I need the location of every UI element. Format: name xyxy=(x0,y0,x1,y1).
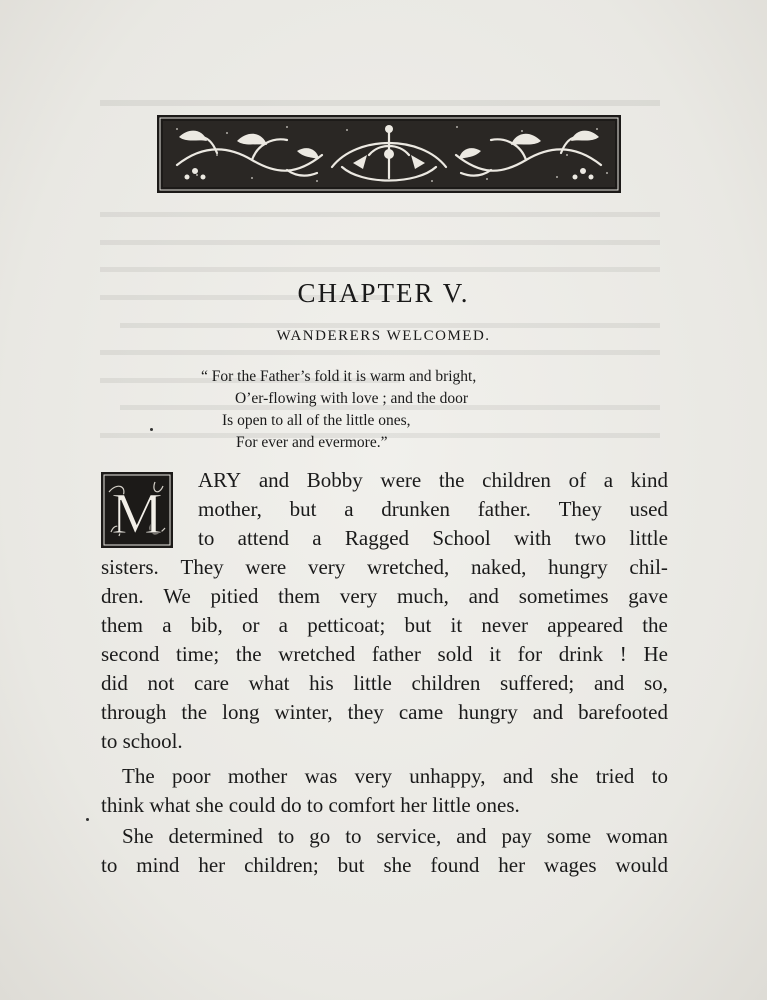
text-line xyxy=(198,524,668,553)
word: petticoat; xyxy=(307,613,386,637)
word: and xyxy=(532,700,564,724)
word: wages xyxy=(544,853,597,877)
word: attend xyxy=(237,526,289,550)
text-line xyxy=(101,698,668,727)
word: two xyxy=(574,526,607,550)
epigraph-line: O’er-flowing with love ; and the door xyxy=(235,390,468,407)
word: never xyxy=(481,613,529,637)
text-line xyxy=(101,553,668,582)
text-line-content: think what she could do to comfort her little ones. xyxy=(101,793,520,817)
word: used xyxy=(629,497,668,521)
word: father. xyxy=(477,497,531,521)
text-line xyxy=(122,762,668,791)
word: pay xyxy=(501,824,532,848)
word: mind xyxy=(136,853,180,877)
word: winter, xyxy=(274,700,333,724)
word: his xyxy=(309,671,334,695)
word: to xyxy=(198,526,215,550)
word: and xyxy=(456,824,487,848)
word: the xyxy=(438,468,465,492)
word: They xyxy=(180,555,224,579)
word: He xyxy=(643,642,668,666)
word: a xyxy=(278,613,288,637)
drop-cap xyxy=(101,472,173,548)
word: but xyxy=(289,497,317,521)
word: it xyxy=(450,613,463,637)
word: did xyxy=(101,671,128,695)
word: poor xyxy=(171,764,211,788)
text-line xyxy=(198,495,668,524)
word: to xyxy=(277,824,295,848)
word: drunken xyxy=(381,497,451,521)
word: she xyxy=(383,853,412,877)
word: time; xyxy=(176,642,220,666)
word: was xyxy=(304,764,338,788)
word: a xyxy=(312,526,322,550)
word: wretched xyxy=(278,642,356,666)
word: little xyxy=(629,526,668,550)
word: second xyxy=(101,642,160,666)
word: sold xyxy=(437,642,473,666)
word: dren. xyxy=(101,584,144,608)
word: much, xyxy=(396,584,449,608)
word: sisters. xyxy=(101,555,159,579)
word: hungry xyxy=(458,700,518,724)
word: and xyxy=(502,764,534,788)
headpiece-ornament xyxy=(157,115,621,193)
word: children; xyxy=(244,853,319,877)
word: very xyxy=(307,555,346,579)
word: bib, xyxy=(190,613,223,637)
word: children xyxy=(482,468,551,492)
word: her xyxy=(198,853,226,877)
word: to xyxy=(101,853,118,877)
word: determined xyxy=(168,824,263,848)
word: some xyxy=(546,824,592,848)
word: The xyxy=(122,764,155,788)
word: the xyxy=(181,700,208,724)
word: to xyxy=(651,764,668,788)
word: would xyxy=(615,853,668,877)
word: were xyxy=(245,555,287,579)
word: Ragged xyxy=(344,526,410,550)
word: mother xyxy=(227,764,288,788)
word: what xyxy=(248,671,290,695)
word: so, xyxy=(643,671,668,695)
word: with xyxy=(513,526,552,550)
word: ARY xyxy=(198,468,242,492)
word: the xyxy=(235,642,262,666)
word: but xyxy=(337,853,365,877)
word: through xyxy=(101,700,167,724)
word: or xyxy=(241,613,260,637)
word: suffered; xyxy=(500,671,575,695)
word: unhappy, xyxy=(409,764,486,788)
word: hungry xyxy=(548,555,608,579)
word: go xyxy=(309,824,331,848)
word: were xyxy=(380,468,422,492)
chapter-subtitle: WANDERERS WELCOMED. xyxy=(276,328,491,344)
word: very xyxy=(339,584,378,608)
word: long xyxy=(222,700,260,724)
text-line xyxy=(198,466,668,495)
word: little xyxy=(353,671,392,695)
text-line xyxy=(101,582,668,611)
word: a xyxy=(344,497,354,521)
word: very xyxy=(354,764,392,788)
word: They xyxy=(558,497,602,521)
word: woman xyxy=(606,824,668,848)
word: We xyxy=(163,584,191,608)
text-line xyxy=(101,727,183,756)
word: naked, xyxy=(471,555,527,579)
word: the xyxy=(642,613,668,637)
word: sometimes xyxy=(518,584,609,608)
word: she xyxy=(550,764,579,788)
chapter-title: CHAPTER V. xyxy=(297,278,470,308)
word: and xyxy=(593,671,625,695)
text-line xyxy=(101,640,668,669)
text-line xyxy=(101,669,668,698)
epigraph-line: “ For the Father’s fold it is warm and bright, xyxy=(201,368,477,385)
ink-speck xyxy=(86,818,89,821)
word: chil- xyxy=(629,555,668,579)
word: mother, xyxy=(198,497,262,521)
word: they xyxy=(347,700,384,724)
word: Bobby xyxy=(306,468,363,492)
word: ! xyxy=(619,642,627,666)
word: School xyxy=(432,526,491,550)
word: and xyxy=(258,468,290,492)
word: barefooted xyxy=(578,700,668,724)
word: for xyxy=(517,642,543,666)
epigraph-line: Is open to all of the little ones, xyxy=(222,412,411,429)
word: appeared xyxy=(547,613,624,637)
word: care xyxy=(194,671,229,695)
ink-speck xyxy=(150,428,153,431)
word: but xyxy=(404,613,432,637)
word: kind xyxy=(630,468,668,492)
word: to xyxy=(345,824,362,848)
word: wretched, xyxy=(367,555,450,579)
epigraph-line: For ever and evermore.” xyxy=(236,434,388,451)
word: them xyxy=(278,584,321,608)
drop-cap-letter: M xyxy=(111,481,163,546)
text-line-content: to school. xyxy=(101,729,183,753)
word: children xyxy=(411,671,481,695)
text-line xyxy=(122,822,668,851)
text-line xyxy=(101,851,668,880)
word: drink xyxy=(558,642,604,666)
word: of xyxy=(568,468,587,492)
word: her xyxy=(498,853,526,877)
word: it xyxy=(489,642,501,666)
text-line xyxy=(101,791,520,820)
word: gave xyxy=(628,584,668,608)
word: and xyxy=(468,584,499,608)
word: came xyxy=(398,700,444,724)
word: found xyxy=(430,853,480,877)
word: a xyxy=(603,468,614,492)
text-line xyxy=(101,611,668,640)
word: them xyxy=(101,613,143,637)
word: father xyxy=(371,642,421,666)
word: a xyxy=(162,613,172,637)
word: not xyxy=(147,671,175,695)
word: pitied xyxy=(210,584,259,608)
word: tried xyxy=(595,764,635,788)
word: She xyxy=(122,824,154,848)
word: service, xyxy=(376,824,442,848)
